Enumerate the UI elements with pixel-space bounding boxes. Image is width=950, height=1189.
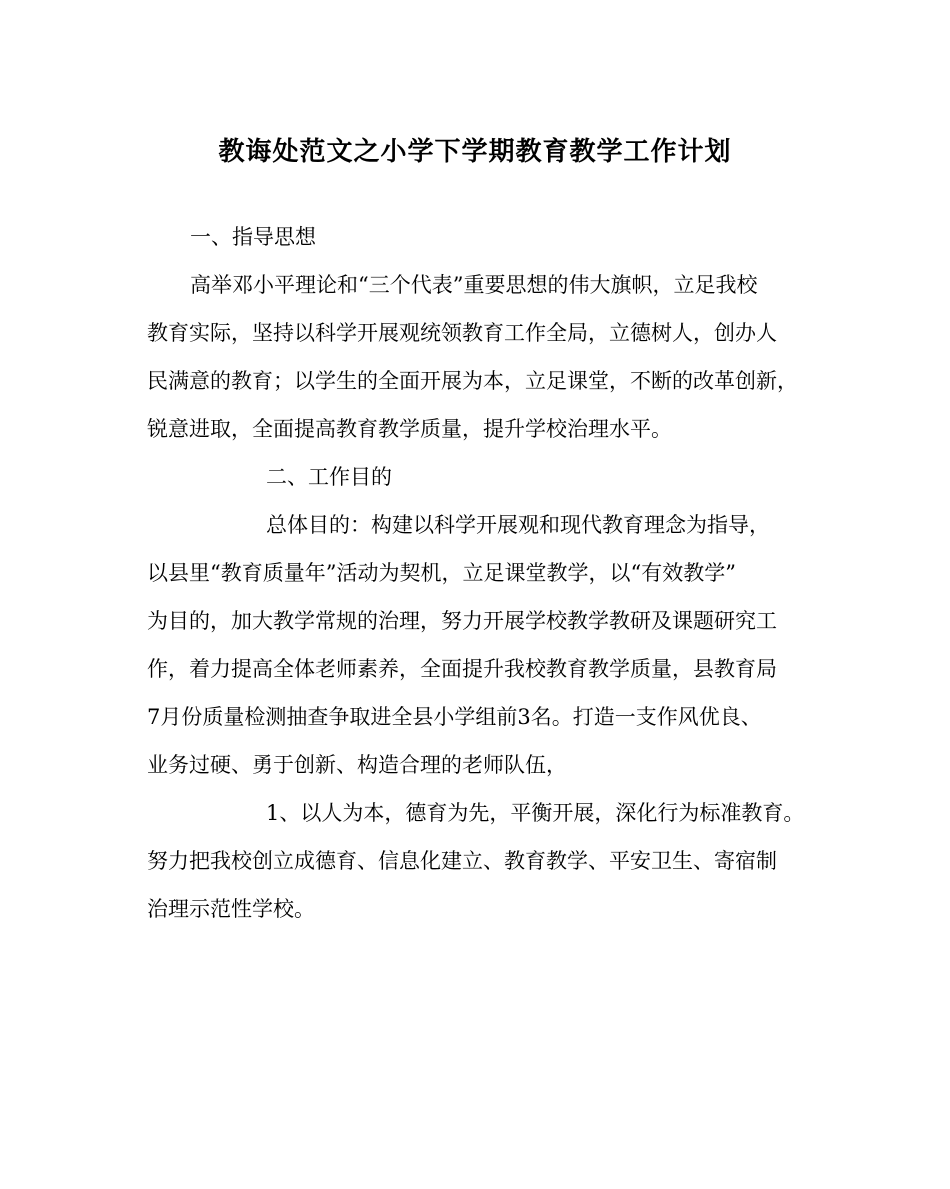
paragraph-line: 以县里“教育质量年”活动为契机，立足课堂教学，以“有效教学”: [147, 561, 736, 585]
paragraph-line: 7月份质量检测抽查争取进全县小学组前3名。打造一支作风优良、: [147, 705, 762, 729]
section-heading-work-goals: 二、工作目的: [266, 465, 392, 489]
paragraph-line: 业务过硬、勇于创新、构造合理的老师队伍，: [147, 753, 567, 777]
document-title: 教诲处范文之小学下学期教育教学工作计划: [218, 137, 732, 167]
paragraph-line: 作，着力提高全体老师素养，全面提升我校教育教学质量，县教育局: [147, 657, 777, 681]
list-item-line: 1、以人为本，德育为先，平衡开展，深化行为标准教育。: [266, 801, 805, 825]
paragraph-line: 锐意进取，全面提高教育教学质量，提升学校治理水平。: [147, 417, 672, 441]
paragraph-line: 治理示范性学校。: [147, 897, 315, 921]
paragraph-line: 努力把我校创立成德育、信息化建立、教育教学、平安卫生、寄宿制: [147, 849, 777, 873]
section-heading-guiding-ideology: 一、指导思想: [190, 225, 316, 249]
paragraph-line: 为目的，加大教学常规的治理，努力开展学校教学教研及课题研究工: [147, 609, 777, 633]
paragraph-line: 教育实际，坚持以科学开展观统领教育工作全局，立德树人，创办人: [147, 321, 777, 345]
paragraph-line: 高举邓小平理论和“三个代表”重要思想的伟大旗帜，立足我校: [190, 273, 758, 297]
paragraph-line: 民满意的教育；以学生的全面开展为本，立足课堂，不断的改革创新，: [147, 369, 798, 393]
paragraph-line: 总体目的：构建以科学开展观和现代教育理念为指导，: [266, 513, 770, 537]
